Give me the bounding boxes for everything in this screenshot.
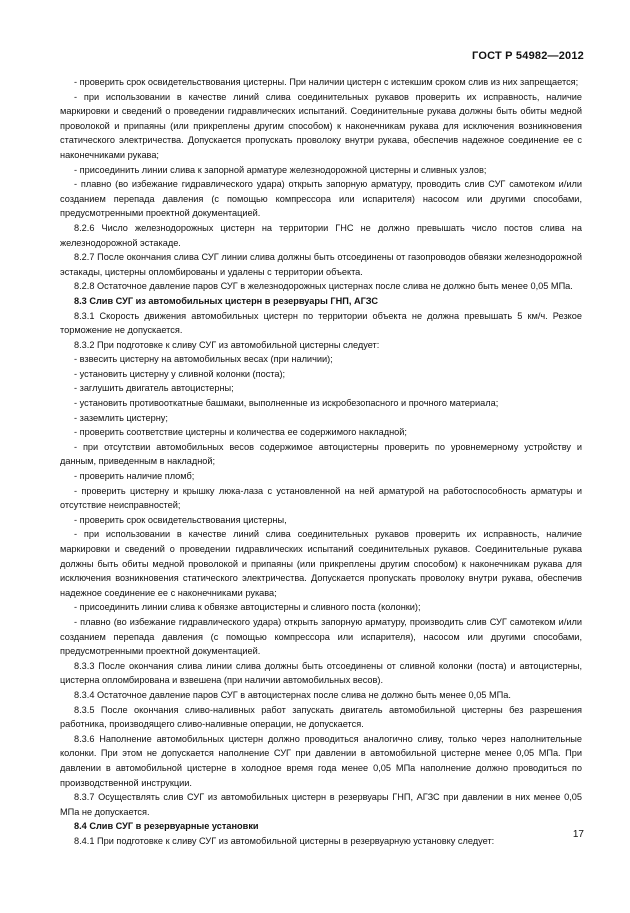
list-item: - установить цистерну у сливной колонки (поста);: [74, 368, 286, 379]
list-item: - заземлить цистерну;: [74, 412, 168, 423]
list-item: - взвесить цистерну на автомобильных весах (при наличии);: [74, 354, 333, 365]
paragraph: 8.3.6 Наполнение автомобильных цистерн должно проводиться аналогично сливу, только через наполнительные колонки. При этом не допускается наполнение СУГ при давлении в автомобильной цистерне менее 0,05 МПа. При давлении в автомобильной цистерне в холодное время года менее 0,05 МПа наполнение должно проводиться по производственной инструкции.: [60, 733, 582, 788]
paragraph: 8.3.5 После окончания сливо-наливных работ запускать двигатель автомобильной цистерны без разрешения работника, производящего сливо-наливные операции, не допускается.: [60, 704, 582, 730]
paragraph: 8.4.1 При подготовке к сливу СУГ из автомобильной цистерны в резервуарную установку следует:: [74, 835, 495, 846]
paragraph: 8.3.4 Остаточное давление паров СУГ в автоцистернах после слива не должно быть менее 0,05 МПа.: [74, 689, 511, 700]
list-item: - присоединить линии слива к запорной арматуре железнодорожной цистерны и сливных узлов;: [74, 164, 487, 175]
list-item: - проверить срок освидетельствования цистерны,: [74, 514, 287, 525]
list-item: - заглушить двигатель автоцистерны;: [74, 383, 234, 394]
list-item: - присоединить линии слива к обвязке автоцистерны и сливного поста (колонки);: [74, 602, 421, 613]
paragraph: 8.3.7 Осуществлять слив СУГ из автомобильных цистерн в резервуары ГНП, АГЗС при давлении в них менее 0,05 МПа не допускается.: [60, 792, 582, 817]
paragraph: 8.3.3 После окончания слива линии слива должны быть отсоединены от сливной колонки (поста) и автоцистерны, цистерна опломбирована и взвешена (при наличии автомобильных весов).: [60, 660, 582, 686]
paragraph: 8.3.2 При подготовке к сливу СУГ из автомобильной цистерны следует:: [74, 339, 380, 350]
list-item: - плавно (во избежание гидравлического удара) открыть запорную арматуру, проводить слив СУГ самотеком и/или созданием перепада давления (с помощью компрессора или испарителя) насосом или другими способами, предусмотренными проектной документацией.: [60, 179, 582, 219]
list-item: - проверить цистерну и крышку люка-лаза с установленной на ней арматурой на работоспособность арматуры и отсутствие неисправностей;: [60, 485, 582, 511]
list-item: - при использовании в качестве линий слива соединительных рукавов проверить их исправность, наличие маркировки и сведений о проведении гидравлических испытаний соединительных рукавов. Соединительные рукава должны быть обиты медной проволокой и припаяны (или прикреплены другим способом) к наконечникам рукава для исключения возникновения статического электричества. Допускается пропускать проволоку внутри рукава, обеспечив надежное соединение ее с наконечниками рукава;: [60, 529, 582, 598]
paragraph: 8.2.8 Остаточное давление паров СУГ в железнодорожных цистернах после слива не должно быть менее 0,05 МПа.: [74, 281, 573, 292]
standard-header: ГОСТ Р 54982—2012: [472, 50, 584, 62]
list-item: - плавно (во избежание гидравлического удара) открыть запорную арматуру, производить слив СУГ самотеком и/или созданием перепада давления (с помощью компрессора или испарителя), насосом или другими способами, предусмотренными проектной документацией.: [60, 616, 582, 657]
list-item: - проверить наличие пломб;: [74, 471, 195, 482]
document-body: [60, 75, 582, 848]
paragraph: 8.2.6 Число железнодорожных цистерн на территории ГНС не должно превышать число постов слива на железнодорожной эстакаде.: [60, 222, 582, 248]
section-heading: 8.4 Слив СУГ в резервуарные установки: [74, 821, 259, 832]
section-heading: 8.3 Слив СУГ из автомобильных цистерн в резервуары ГНП, АГЗС: [74, 295, 378, 306]
list-item: - при использовании в качестве линий слива соединительных рукавов проверить их исправность, наличие маркировки и сведений о проведении гидравлических испытаний. Соединительные рукава должны быть обиты медной проволокой и припаяны (или прикреплены другим способом) к наконечникам рукава для исключения возникновения статического электричества. Допускается пропускать проволоку внутри рукава, обеспечив надежное соединение ее с наконечниками рукава;: [60, 91, 582, 160]
list-item: - установить противооткатные башмаки, выполненные из искробезопасного и прочного материала;: [74, 398, 499, 409]
paragraph: 8.3.1 Скорость движения автомобильных цистерн по территории объекта не должна превышать 5 км/ч. Резкое торможение не допускается.: [60, 310, 582, 336]
list-item: - при отсутствии автомобильных весов содержимое автоцистерны проверить по уровнемерному устройству и данным, приведенным в накладной;: [60, 441, 582, 467]
list-item: - проверить срок освидетельствования цистерны. При наличии цистерн с истекшим сроком слив из них запрещается;: [74, 77, 579, 87]
paragraph: 8.2.7 После окончания слива СУГ линии слива должны быть отсоединены от газопроводов обвязки железнодорожной эстакады, цистерны опломбированы и удалены с территории объекта.: [60, 252, 582, 277]
page-number: 17: [572, 829, 584, 840]
list-item: - проверить соответствие цистерны и количества ее содержимого накладной;: [74, 427, 407, 438]
